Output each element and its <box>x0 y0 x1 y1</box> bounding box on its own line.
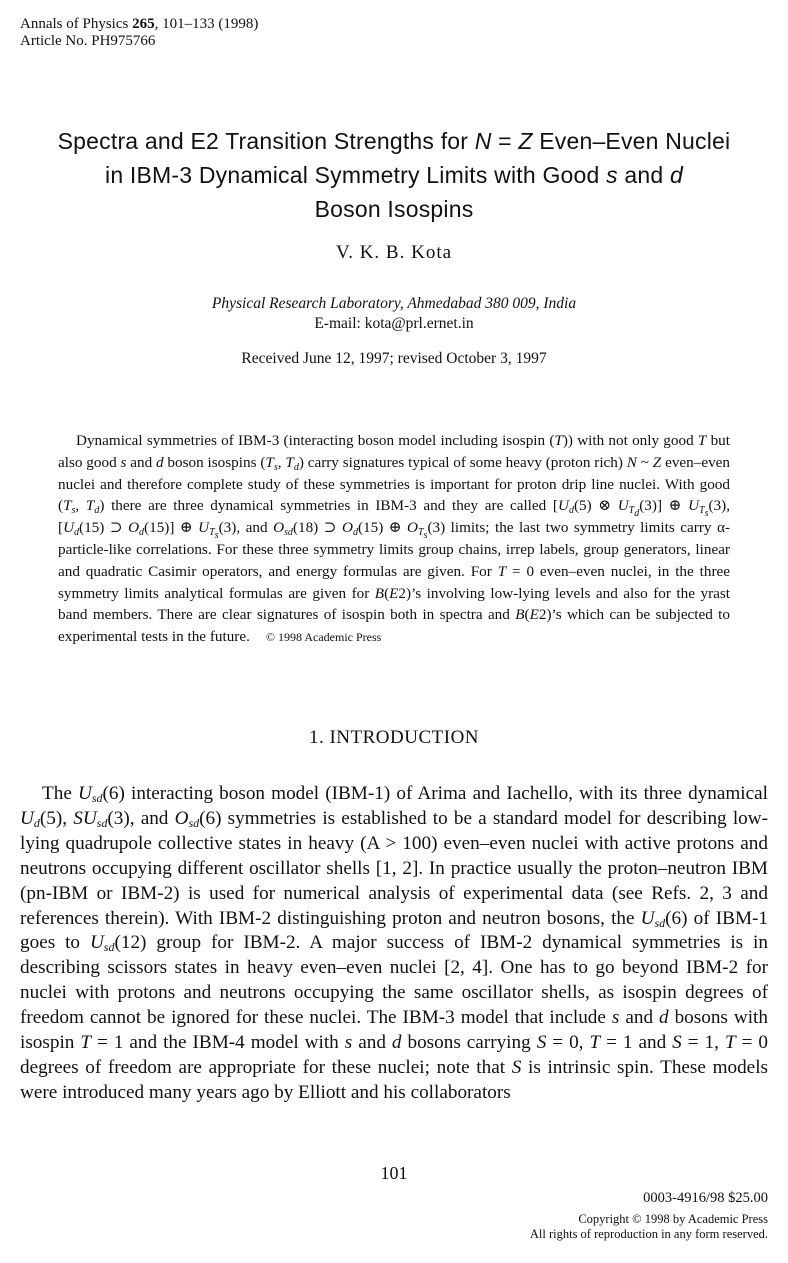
email: E-mail: kota@prl.ernet.in <box>314 315 474 332</box>
section-heading: 1. INTRODUCTION <box>308 727 480 748</box>
affiliation <box>0 294 788 334</box>
issn-price: 0003-4916/98 $25.00 <box>643 1190 768 1206</box>
abstract-copyright: © 1998 Academic Press <box>265 630 382 645</box>
introduction-paragraph: The $U_{sd}(6)$ interacting boson model (IBM-1) of Arima and Iachello, with its three dynamical $U_d(5)$, $SU_{sd}(3)$, and $O_{sd}(6)$ symmetries is established to be a standard model for describing low-lying quadrupole collective states in heavy (A > 100) even–even nuclei with active protons and neutrons occupying different oscillator shells [1, 2]. In practice usually the proton–neutron IBM (pn-IBM or IBM-2) is used for numerical analysis of experimental data (see Refs. 2, 3 and references therein). With IBM-2 distinguishing proton and neutron bosons, the $U_{sd}(6)$ of IBM-1 goes to $U_{sd}(12)$ group for IBM-2. A major success of IBM-2 dynamical symmetries is in describing scissors states in heavy even–even nuclei [2, 4]. One has to go beyond IBM-2 for nuclei with protons and neutrons occupying the same oscillator shells, as isospin degrees of freedom cannot be ignored for these nuclei. The IBM-3 model that include s and d bosons with isospin T = 1 and the IBM-4 model with s and d bosons carrying S = 0, T = 1 and S = 1, T = 0 degrees of freedom are appropriate for these nuclei; note that S is intrinsic spin. These models were introduced many years ago by Elliott and his collaborators <box>20 783 768 1103</box>
page-number: 101 <box>380 1163 408 1183</box>
journal-line: Annals of Physics 265, 101–133 (1998) <box>20 16 259 32</box>
footer-copyright: Copyright © 1998 by Academic Press All rights of reproduction in any form reserved. <box>529 1212 768 1241</box>
abstract: Dynamical symmetries of IBM-3 (interacting boson model including isospin (T)) with not only good T but also good s and d boson isospins ($T_s$, $T_d$) carry signatures typical of some heavy (proton rich) N ~ Z even–even nuclei and therefore complete study of these symmetries is important for proton drip line nuclei. With good ($T_s$, $T_d$) there are three dynamical symmetries in IBM-3 and they are called [$U_d(5)$ ⊗ $U_{T_d}(3)$] ⊕ $U_{T_s}(3)$, [$U_d(15)$ ⊃ $O_d(15)$] ⊕ $U_{T_s}(3)$, and $O_{sd}(18)$ ⊃ $O_d(15)$ ⊕ $O_{T_s}(3)$ limits; the last two symmetry limits carry α-particle-like correlations. For these three symmetry limits group chains, irrep labels, group generators, linear and quadratic Casimir operators, and energy formulas are given. For T = 0 even–even nuclei, in the three symmetry limits analytical formulas are given for B(E2)’s involving low-lying levels and also for the yrast band members. There are clear signatures of isospin both in spectra and B(E2)’s which can be subjected to experimental tests in the future. © 1998 Academic Press <box>58 432 731 646</box>
journal-reference <box>20 16 258 50</box>
institution: Physical Research Laboratory, Ahmedabad 380 009, India <box>211 295 577 312</box>
article-number: Article No. PH975766 <box>20 33 156 49</box>
paper-title: Spectra and E2 Transition Strengths for N = Z Even–Even Nuclei in IBM-3 Dynamical Symmetry Limits with Good s and d Boson Isospins <box>57 128 731 222</box>
author-name: V. K. B. Kota <box>335 242 453 263</box>
journal-volume: 265 <box>132 16 155 32</box>
received-dates: Received June 12, 1997; revised October 3, 1997 <box>241 350 547 367</box>
